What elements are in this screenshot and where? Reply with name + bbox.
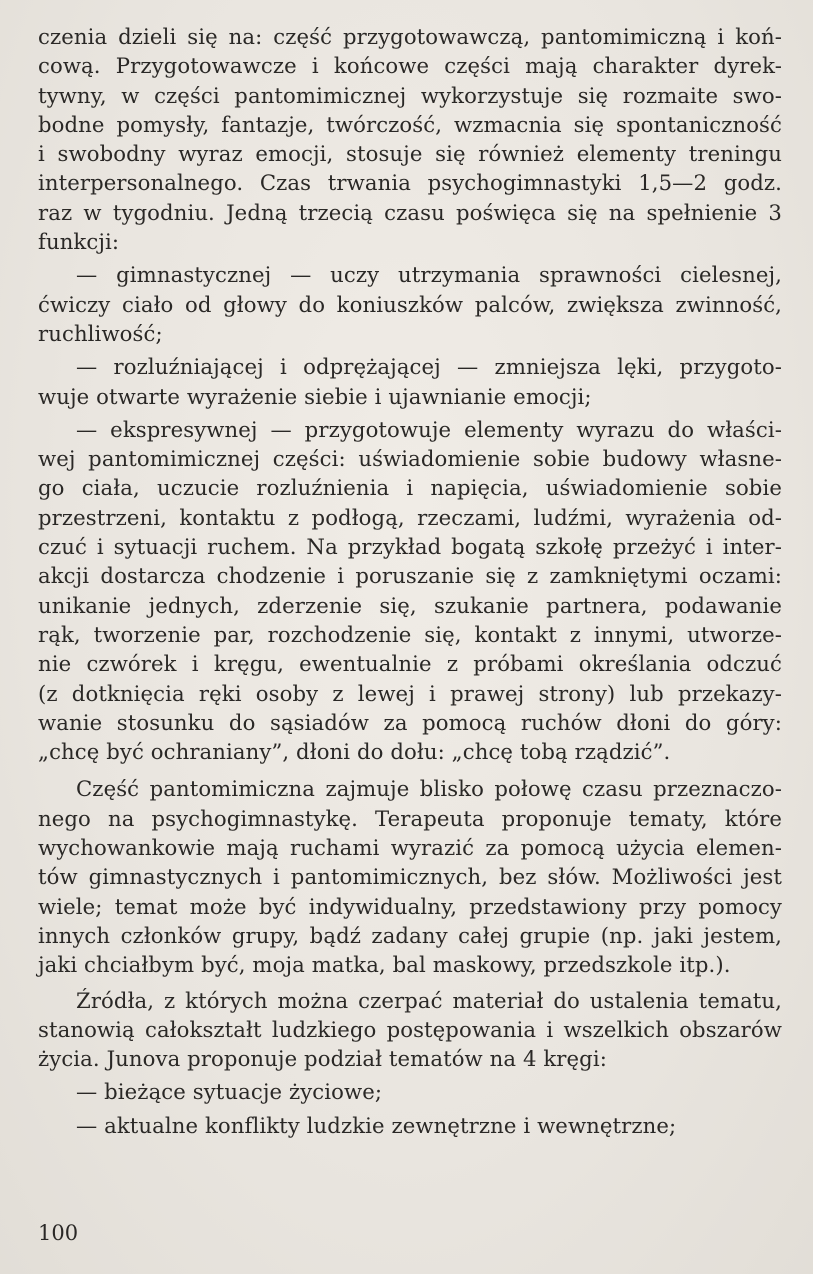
text-line: cową. Przygotowawcze i końcowe części mają charakter dyrek- [38,53,782,79]
text-line: unikanie jednych, zderzenie się, szukanie partnera, podawanie [38,592,782,618]
list-item-first-line: — rozluźniającej i odprężającej — zmniejsza lęki, przygoto- [76,354,782,380]
text-line: nie czwórek i kręgu, ewentualnie z próbami określania odczuć [38,651,782,677]
text-line: życia. Junova proponuje podział tematów na 4 kręgi: [38,1046,607,1072]
list-item-first-line: — gimnastycznej — uczy utrzymania sprawności cielesnej, [76,262,782,288]
text-line: stanowią całokształt ludzkiego postępowania i wszelkich obszarów [38,1016,782,1042]
text-line: przestrzeni, kontaktu z podłogą, rzeczami, ludźmi, wyrażenia od- [38,504,782,530]
text-line: czenia dzieli się na: część przygotowawczą, pantomimiczną i koń- [38,24,782,49]
paragraph-first-line: Źródła, z których można czerpać materiał do ustalenia tematu, [76,987,782,1013]
text-line: bodne pomysły, fantazje, twórczość, wzmacnia się spontaniczność [38,111,782,137]
text-line: jaki chciałbym być, moja matka, bal maskowy, przedszkole itp.). [38,952,731,978]
text-line: „chcę być ochraniany”, dłoni do dołu: „chcę tobą rządzić”. [38,739,671,765]
text-line: i swobodny wyraz emocji, stosuje się również elementy treningu [38,141,782,167]
text-line: innych członków grupy, bądź zadany całej grupie (np. jaki jestem, [38,922,782,948]
text-line: raz w tygodniu. Jedną trzecią czasu poświęca się na spełnienie 3 [38,199,782,225]
text-line: interpersonalnego. Czas trwania psychogimnastyki 1,5—2 godz. [38,170,782,196]
list-item-first-line: — ekspresywnej — przygotowuje elementy wyrazu do właści- [76,416,782,442]
text-line: ćwiczy ciało od głowy do koniuszków palców, zwiększa zwinność, [38,291,782,317]
text-line: akcji dostarcza chodzenie i poruszanie się z zamkniętymi oczami: [38,563,782,589]
body-text [38,22,782,1140]
text-line: ruchliwość; [38,320,163,346]
paragraph-first-line: Część pantomimiczna zajmuje blisko połowę czasu przeznaczo- [76,776,782,802]
text-line: go ciała, uczucie rozluźnienia i napięcia, uświadomienie sobie [38,475,782,501]
text-line: wuje otwarte wyrażenie siebie i ujawnianie emocji; [38,383,592,409]
text-line: funkcji: [38,229,120,255]
text-line: czuć i sytuacji ruchem. Na przykład bogatą szkołę przeżyć i inter- [38,534,782,560]
text-line: wiele; temat może być indywidualny, przedstawiony przy pomocy [38,893,782,919]
text-line: wej pantomimicznej części: uświadomienie sobie budowy własne- [38,446,782,472]
text-line: tywny, w części pantomimicznej wykorzystuje się rozmaite swo- [38,82,782,108]
list-item-first-line: — bieżące sytuacje życiowe; [76,1079,383,1105]
page-number: 100 [38,1221,79,1245]
text-line: tów gimnastycznych i pantomimicznych, bez słów. Możliwości jest [38,864,782,890]
text-line: wychowankowie mają ruchami wyrazić za pomocą użycia elemen- [38,835,782,861]
text-line: nego na psychogimnastykę. Terapeuta proponuje tematy, które [38,805,782,831]
list-item-first-line: — aktualne konflikty ludzkie zewnętrzne i wewnętrzne; [76,1112,677,1138]
text-line: wanie stosunku do sąsiadów za pomocą ruchów dłoni do góry: [38,709,782,735]
text-line: rąk, tworzenie par, rozchodzenie się, kontakt z innymi, utworze- [38,621,782,647]
text-line: (z dotknięcia ręki osoby z lewej i prawej strony) lub przekazy- [38,680,782,706]
